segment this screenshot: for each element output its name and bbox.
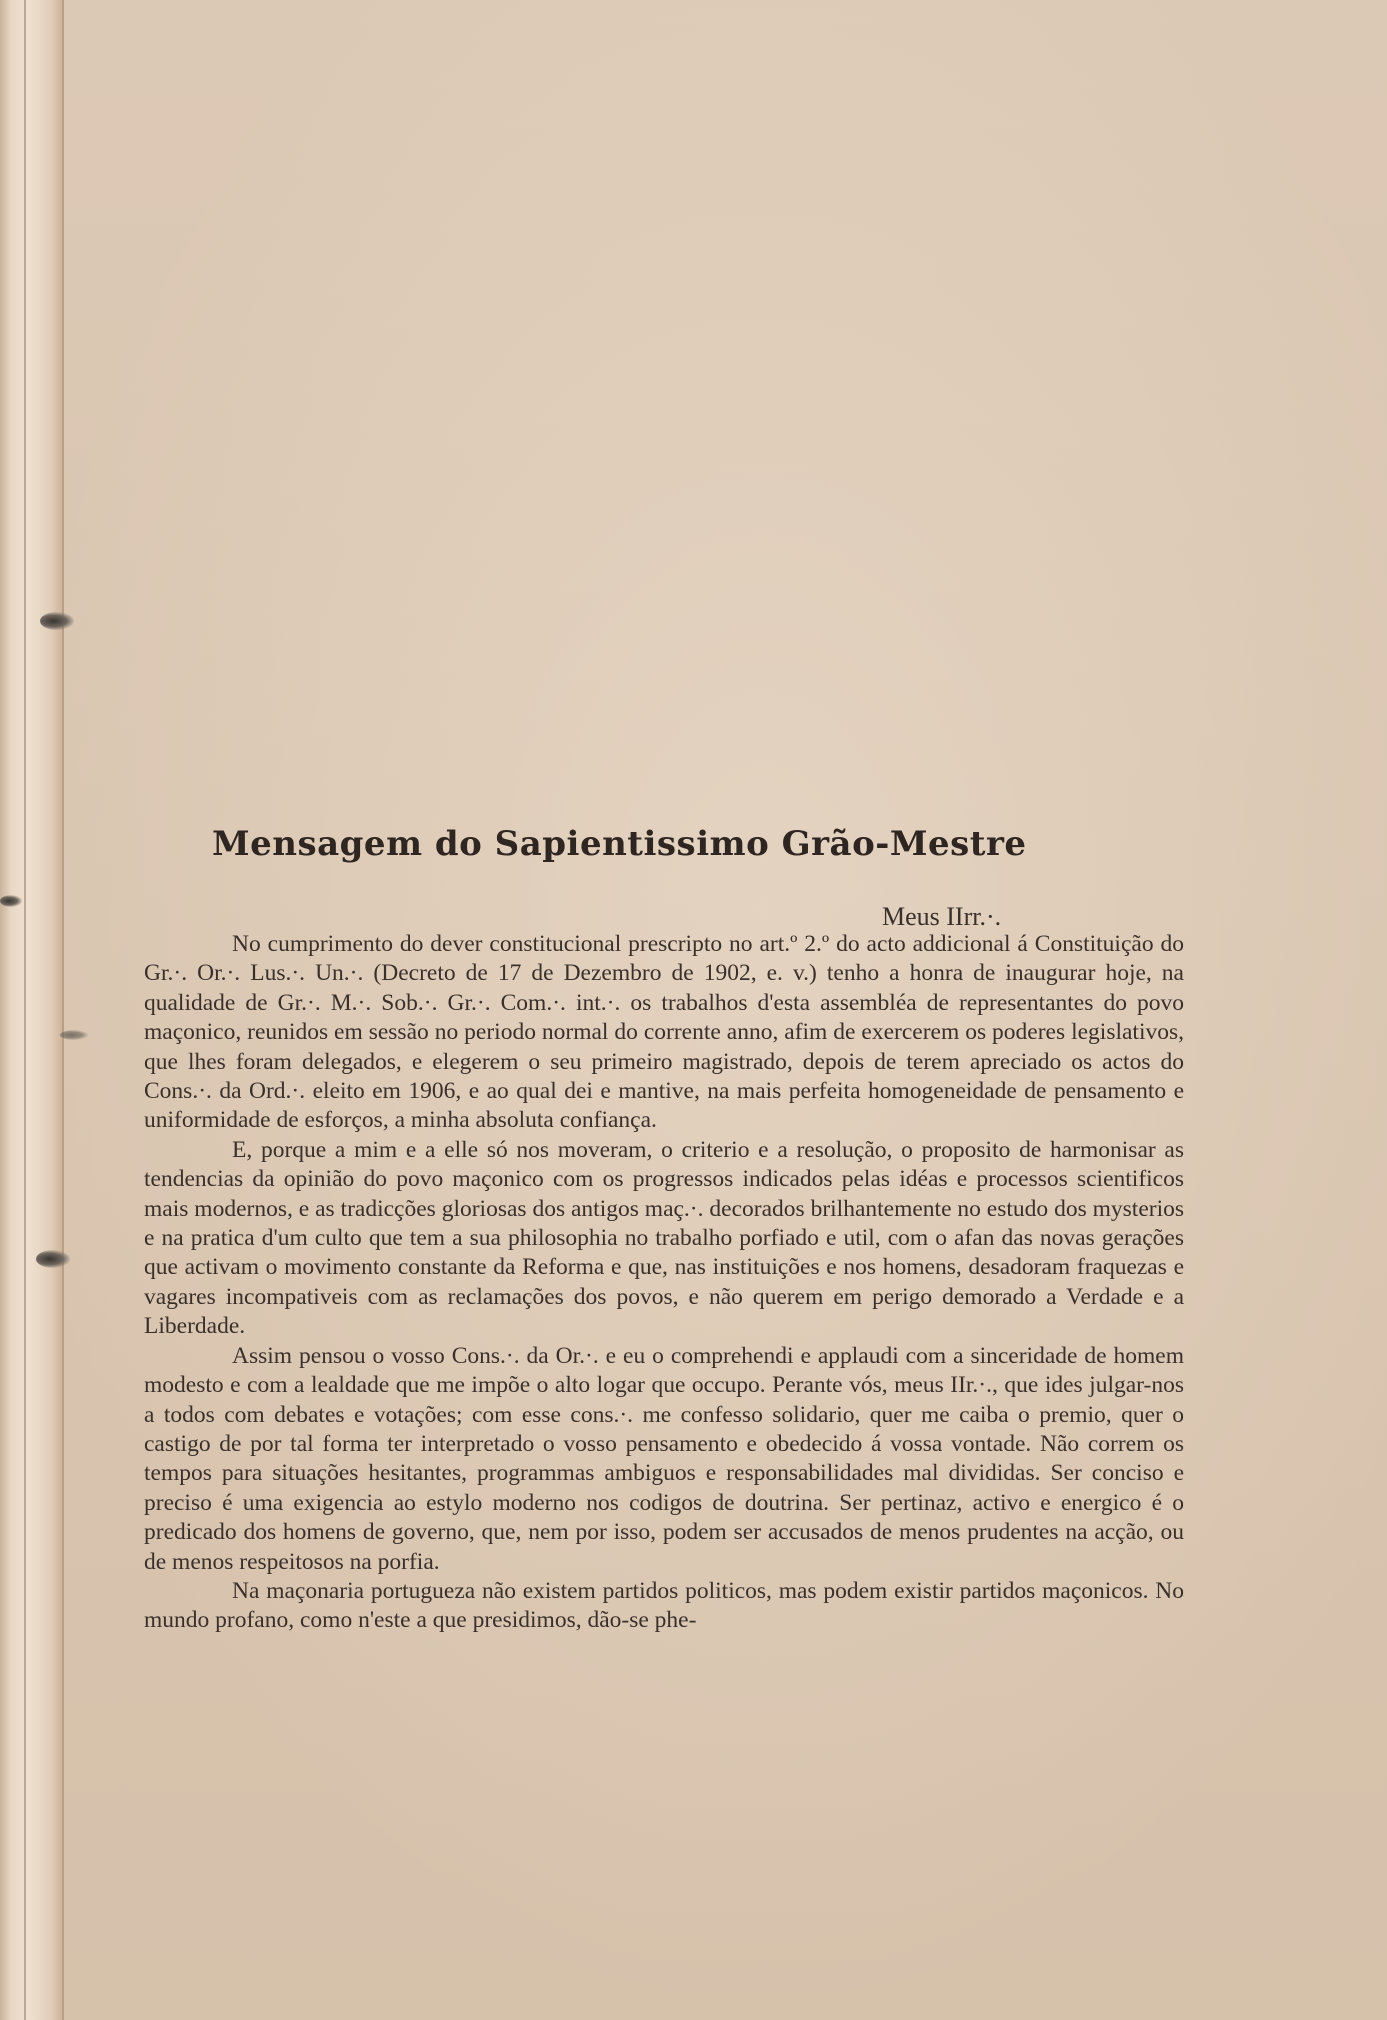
binding-stitch-icon [36,1250,70,1268]
paragraph: No cumprimento do dever constitucional prescripto no art.º 2.º do acto addicional á Constituição do Gr.·. Or.·. Lus.·. Un.·. (Decreto de 17 de Dezembro de 1902, e. v.) tenho a honra de inaugurar hoje, na qualidade de Gr.·. M.·. Sob.·. Gr.·. Com.·. int.·. os trabalhos d'esta assembléa de representantes do povo maçonico, reunidos em sessão no periodo normal do corrente anno, afim de exercerem os poderes legislativos, que lhes foram delegados, e elegerem o seu primeiro magistrado, depois de terem apreciado os actos do Cons.·. da Ord.·. eleito em 1906, e ao qual dei e mantive, na mais perfeita homogeneidade de pensamento e uniformidade de esforços, a minha absoluta confiança. [144,931,1184,1134]
binding-stitch-icon [60,1030,88,1040]
binding-stitch-icon [0,895,22,907]
binding-stitch-icon [40,612,74,630]
paragraph: Na maçonaria portugueza não existem partidos politicos, mas podem existir partidos maçonicos. No mundo profano, como n'este a que presidimos, dão-se phe- [144,1577,1184,1634]
binding-edge [24,0,26,2020]
paragraph: Assim pensou o vosso Cons.·. da Or.·. e eu o comprehendi e applaudi com a sinceridade de homem modesto e com a lealdade que me impõe o alto logar que occupo. Perante vós, meus IIr.·., que ides julgar-nos a todos com debates e votações; com esse cons.·. me confesso solidario, quer me caiba o premio, quer o castigo de por tal forma ter interpretado o vosso pensamento e obedecido á vossa vontade. Não correm os tempos para situações hesitantes, programmas ambiguos e responsabilidades mal divididas. Ser conciso e preciso é uma exigencia ao estylo moderno nos codigos de doutrina. Ser pertinaz, activo e energico é o predicado dos homens de governo, que, nem por isso, podem ser accusados de menos prudentes na acção, ou de menos respeitosos na porfia. [144,1342,1184,1575]
body-text [144,930,1184,1636]
binding-strip [0,0,64,2020]
paragraph: E, porque a mim e a elle só nos moveram, o criterio e a resolução, o proposito de harmonisar as tendencias da opinião do povo maçonico com os progressos indicados pelas idéas e processos scientificos mais modernos, e as tradicções gloriosas dos antigos maç.·. decorados brilhantemente no estudo dos mysterios e na pratica d'um culto que tem a sua philosophia no trabalho porfiado e util, com o afan das novas gerações que activam o movimento constante da Reforma e que, nas instituições e nos homens, desadoram fraquezas e vagares incompativeis com as reclamações dos povos, e não querem em perigo demorado a Verdade e a Liberdade. [144,1136,1184,1340]
salutation: Meus IIrr.·. [882,902,1002,931]
page-title: Mensagem do Sapientissimo Grão-Mestre [212,824,1027,864]
